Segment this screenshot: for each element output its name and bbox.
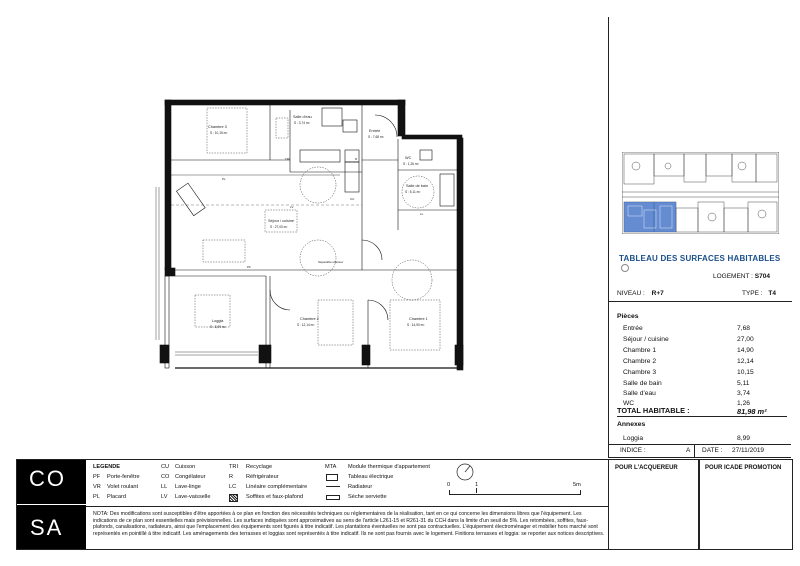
annex-value: 8,99	[737, 435, 751, 442]
annexes-label: Annexes	[617, 421, 646, 428]
svg-text:CU: CU	[350, 197, 355, 201]
room-value: 14,90	[737, 347, 754, 354]
svg-text:Loggia: Loggia	[212, 319, 224, 323]
room-value: 3,74	[737, 390, 751, 397]
niveau-label: NIVEAU :	[617, 290, 645, 297]
annex-name: Loggia	[623, 435, 644, 442]
svg-text:S : 12,14 m²: S : 12,14 m²	[297, 323, 315, 327]
type-row	[742, 290, 776, 297]
room-value: 7,68	[737, 325, 751, 332]
indice-bar	[608, 444, 791, 458]
svg-text:S : 14,90 m²: S : 14,90 m²	[407, 323, 425, 327]
svg-text:S : 8,99 m²: S : 8,99 m²	[210, 325, 226, 329]
highlighted-unit	[624, 202, 676, 232]
svg-text:S : 5,11 m²: S : 5,11 m²	[405, 190, 421, 194]
svg-text:R: R	[355, 157, 358, 161]
acquereur-box	[608, 459, 700, 550]
indice-value: A	[686, 447, 691, 454]
soffite-icon	[229, 494, 238, 502]
total-value: 81,98 m²	[737, 407, 767, 416]
nota-text: NOTA: Des modifications sont susceptibles d'être apportées à ce plan en fonction des nécessités techniques ou réglementaires de la réalisation, tant en ce qui concerne les dimensions libres que l'équipement. Les indications de ce plan sont essentielles mais prévisionnelles. Les surfaces indiquées sont approximatives au sens de l'article L261-15 et R261-31 du CCH dans la limite d'un seuil de 5%. Les retombées, soffites, faux-plafonds, canalisations, radiateurs, ainsi que l'emplacement des équipements sont figurés à titre indicatif. Les plantations éventuelles ne sont pas contractuelles. L'équipement électroménager et mobilier hors marché sont représentés en pointillé à titre indicatif. Les aménagements des terrasses et loggias sont représentés à titre indicatif. Ils ne sont pas fournis avec le logement. Finitions terrasses et loggia: se reporter aux notices descriptives.	[93, 511, 605, 538]
svg-text:Salle de bain: Salle de bain	[406, 184, 428, 188]
indice-label: INDICE :	[620, 447, 646, 454]
room-value: 1,26	[737, 400, 751, 407]
logement-row	[713, 273, 770, 280]
cosa-logo	[17, 460, 86, 549]
pieces-label: Pièces	[617, 313, 639, 320]
svg-text:Séjour / cuisine: Séjour / cuisine	[268, 219, 294, 223]
svg-text:WC: WC	[405, 156, 412, 160]
legend-box: CO SA LEGENDE PF Porte-fenêtre VR Volet roulant PL Placard CU Cuisson CO Congélateur LL Lave-linge LV Lave-vaisselle TRI Recyclage R Réfrigérateur LC Linéaire complémentaire Soffites et faux-plafond MTA Module thermique d'appartement Tableau électrique Radiateur Sèche serviette 0 1 5m NOTA: Des modifications sont susceptibles d'être apportées à ce plan en fonction des nécessités techniques ou réglementaires de la réalisation, tant en ce qui concerne les dimensions libres que l'équipement. Les indications de ce plan sont essentielles mais prévisionnelles. Les surfaces indiquées sont approximatives au sens de l'article L261-15 et R261-31 du CCH dans la limite d'un seuil de 5%. Les retombées, soffites, faux-plafonds, canalisations, radiateurs, ainsi que l'emplacement des équipements sont figurés à titre indicatif. Les plantations éventuelles ne sont pas contractuelles. L'équipement électroménager et mobilier hors marché sont représentés en pointillé à titre indicatif. Les aménagements des terrasses et loggias sont représentés à titre indicatif. Ils ne sont pas fournis avec le logement. Finitions terrasses et loggia: se reporter aux notices descriptives.	[16, 459, 609, 550]
room-chambre-3: Chambre 3	[208, 125, 227, 129]
room-value: 10,15	[737, 369, 754, 376]
svg-text:S : 7,68 m²: S : 7,68 m²	[368, 135, 384, 139]
promotion-box	[698, 459, 793, 550]
svg-text:S : 1,26 m²: S : 1,26 m²	[403, 162, 419, 166]
total-label: TOTAL HABITABLE :	[617, 406, 690, 415]
panel-title-text: TABLEAU DES SURFACES HABITABLES	[619, 254, 781, 263]
logo-bottom: SA	[30, 515, 64, 540]
room-value: 5,11	[737, 380, 750, 387]
svg-text:S : 3,74 m²: S : 3,74 m²	[294, 121, 310, 125]
svg-text:PL: PL	[222, 177, 226, 181]
room-name: Entrée	[623, 325, 643, 332]
logement-value: S704	[754, 273, 770, 280]
type-label: TYPE :	[742, 290, 763, 297]
radiateur-icon	[326, 486, 340, 487]
niveau-value: R+7	[651, 290, 664, 297]
acquereur-label: POUR L'ACQUEREUR	[615, 465, 678, 471]
svg-text:Entrée: Entrée	[369, 129, 381, 133]
panel-title	[619, 254, 792, 272]
seche-serviette-icon	[326, 495, 340, 500]
key-plan	[622, 152, 779, 234]
svg-text:Salle d'eau: Salle d'eau	[293, 115, 312, 119]
svg-text:S : 10,15 m²: S : 10,15 m²	[210, 131, 228, 135]
room-value: 27,00	[737, 336, 754, 343]
type-value: T4	[768, 290, 776, 297]
date-label: DATE :	[702, 447, 723, 454]
room-name: Salle d'eau	[623, 390, 656, 397]
room-value: 12,14	[737, 358, 754, 365]
room-name: Séjour / cuisine	[623, 336, 669, 343]
promotion-label: POUR ICADE PROMOTION	[705, 465, 782, 471]
svg-text:Séparable ultérieur: Séparable ultérieur	[318, 260, 344, 264]
scale-bar	[449, 490, 581, 495]
room-name: Chambre 3	[623, 369, 657, 376]
room-name: WC	[623, 400, 635, 407]
room-name: Chambre 2	[623, 358, 657, 365]
niveau-row	[617, 290, 664, 297]
svg-text:Chambre 1: Chambre 1	[409, 317, 428, 321]
svg-text:LV: LV	[290, 205, 294, 209]
legend-title: LEGENDE	[93, 464, 121, 470]
surface-panel	[608, 17, 792, 458]
svg-text:LL: LL	[420, 212, 424, 216]
svg-text:Chambre 2: Chambre 2	[300, 317, 319, 321]
date-value: 27/11/2019	[732, 447, 765, 454]
svg-text:S : 27,00 m²: S : 27,00 m²	[270, 225, 288, 229]
info-icon	[621, 264, 629, 272]
svg-text:PF: PF	[247, 265, 251, 269]
room-name: Salle de bain	[623, 380, 662, 387]
logo-top: CO	[29, 466, 66, 491]
compass-icon	[455, 462, 475, 482]
room-name: Chambre 1	[623, 347, 657, 354]
logement-label: LOGEMENT :	[713, 273, 753, 280]
svg-text:TRI: TRI	[285, 157, 290, 161]
tableau-electrique-icon	[326, 474, 338, 481]
